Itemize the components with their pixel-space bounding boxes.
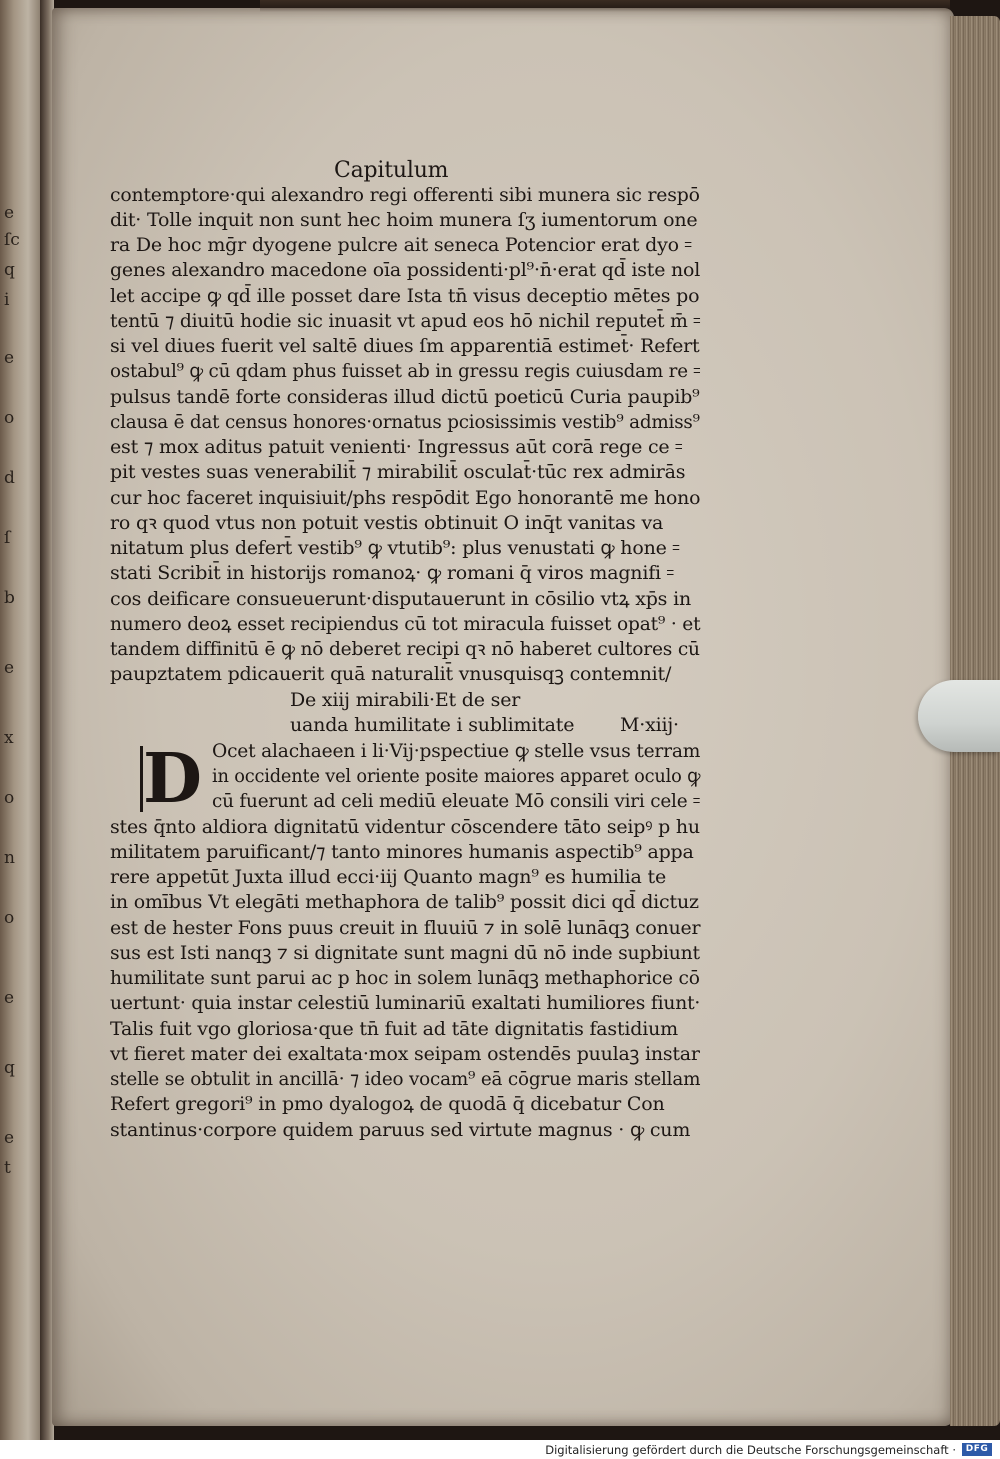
text-line: paupztatem pdicauerit quā naturalit̄ vnusquisqꝫ contemnit/ — [110, 663, 672, 685]
left-page-fragment: i — [4, 290, 10, 310]
text-line: est de hester Fons puus creuit in fluuiū ⁊ in solē lunāqꝫ conuer — [110, 917, 701, 939]
left-page-fragment: o — [4, 908, 15, 928]
text-line: in omībus Vt elegāti methaphora de talib⁹ possit dici qd̄ dictuz — [110, 891, 699, 913]
left-page-fragment: t — [4, 1158, 11, 1178]
text-line: nitatum plus defert̄ vestib⁹ ꝙ vtutib⁹: plus venustati ꝙ hone ꞊ — [110, 537, 680, 559]
left-page-fragment: q — [4, 1058, 15, 1078]
left-page-fragment: e — [4, 658, 15, 678]
left-page-fragment: e — [4, 348, 15, 368]
text-line: pit vestes suas venerabilit̄ ⁊ mirabilit̄ osculat̄·tūc rex admirās — [110, 461, 686, 483]
left-page-fragment: x — [4, 728, 14, 748]
left-page-fragment: n — [4, 848, 15, 868]
text-line: vt fieret mater dei exaltata·mox seipam ostendēs puulaꝫ instar — [110, 1043, 700, 1065]
text-line: tandem diffinitū ē ꝙ nō deberet recipi qꝛ nō haberet cultores cū — [110, 638, 700, 660]
text-line: stelle se obtulit in ancillā· ⁊ ideo vocam⁹ eā cōgrue maris stellam — [110, 1068, 701, 1090]
text-line: cos deificare consueuerunt·disputauerunt in cōsilio vtꝝ xp̄s in — [110, 588, 691, 610]
text-line: est ⁊ mox aditus patuit venienti· Ingressus aūt corā rege ce ꞊ — [110, 436, 683, 458]
left-page-fragment: e — [4, 988, 15, 1008]
text-line: pulsus tandē forte consideras illud dictū poeticū Curia paupib⁹ — [110, 386, 700, 408]
chapter-number: M·xiij· — [620, 714, 679, 736]
text-line: contemptore·qui alexandro regi offerenti sibi munera sic respō — [110, 184, 700, 206]
text-line: in occidente vel oriente posite maiores apparet oculo ꝙ — [212, 765, 701, 787]
text-line: clausa ē dat census honores·ornatus pciosissimis vestib⁹ admiss⁹ — [110, 411, 700, 433]
text-line: cū fuerunt ad celi mediū eleuate Mō consili viri cele ꞊ — [212, 790, 700, 812]
text-line: tentū ⁊ diuitū hodie sic inuasit vt apud eos hō nichil reputet̄ m̄ ꞊ — [110, 310, 701, 332]
running-head: Capitulum — [334, 158, 449, 183]
top-shadow — [260, 0, 950, 12]
text-line: Refert gregori⁹ in pmo dyalogoꝝ de quodā q̄ dicebatur Con — [110, 1093, 665, 1115]
text-line: numero deoꝝ esset recipiendus cū tot miracula fuisset opat⁹ · et — [110, 613, 701, 635]
text-line: rere appetūt Juxta illud ecci·iij Quanto magn⁹ es humilia te — [110, 866, 666, 888]
chapter-heading-line: De xiij mirabili·Et de ser — [290, 689, 521, 711]
text-line: uertunt· quia instar celestiū luminariū exaltati humiliores fiunt· — [110, 992, 701, 1014]
footer-bar — [0, 1440, 1000, 1459]
text-line: Ocet alachaeen i li·Vij·pspectiue ꝙ stelle vsus terram — [212, 740, 701, 762]
text-line: ro qꝛ quod vtus non potuit vestis obtinuit O inq̄t vanitas va — [110, 512, 664, 534]
left-page-fragment: ſ — [4, 528, 11, 548]
left-page-fragment: ſc — [4, 230, 20, 250]
footer-credit: Digitalisierung gefördert durch die Deutsche Forschungsgemeinschaft · — [545, 1443, 956, 1457]
left-page-fragment: e — [4, 1128, 15, 1148]
left-page-fragment: o — [4, 788, 15, 808]
text-line: stes q̄nto aldiora dignitatū videntur cōscendere tāto seipꝰ p hu — [110, 816, 700, 838]
text-line: dit· Tolle inquit non sunt hec hoim munera ſʒ iumentorum one — [110, 209, 698, 231]
text-line: ostabul⁹ ꝙ cū qdam phus fuisset ab in gressu regis cuiusdam re ꞊ — [110, 360, 700, 382]
text-line: sus est Isti nanqꝫ ⁊ si dignitate sunt magni dū nō inde supbiunt — [110, 942, 700, 964]
text-line: Talis fuit vgo gloriosa·que tn̄ fuit ad tāte dignitatis fastidium — [110, 1018, 678, 1040]
left-page-fragment: e — [4, 203, 15, 223]
left-page-edge — [0, 0, 40, 1440]
left-page-fragment: o — [4, 408, 15, 428]
left-page-fragment: b — [4, 588, 15, 608]
text-line: stati Scribit̄ in historijs romanoꝝ· ꝙ romani q̄ viros magnifi ꞊ — [110, 562, 674, 584]
text-line: ra De hoc mḡr dyogene pulcre ait seneca Potencior erat dyo ꞊ — [110, 234, 692, 256]
dfg-logo-icon: DFG — [962, 1443, 992, 1456]
text-line: stantinus·corpore quidem paruus sed virtute magnus · ꝙ cum — [110, 1119, 691, 1141]
chapter-heading-line: uanda humilitate i sublimitate — [290, 714, 575, 736]
left-page-fragment: q — [4, 260, 15, 280]
left-page-fragment: d — [4, 468, 15, 488]
text-line: let accipe ꝙ qd̄ ille posset dare Ista tn̄ visus deceptio mētes po — [110, 285, 700, 307]
text-line: cur hoc faceret inquisiuit/phs respōdit Ego honorantē me hono — [110, 487, 701, 509]
text-line: genes alexandro macedone oīa possidenti·pl⁹·n̄·erat qd̄ iste nol — [110, 259, 701, 281]
text-line: humilitate sunt parui ac p hoc in solem lunāqꝫ methaphorice cō — [110, 967, 700, 989]
bookmark-ribbon — [918, 680, 1000, 752]
decorated-initial: D — [140, 746, 202, 812]
text-line: militatem paruificant/⁊ tanto minores humanis aspectib⁹ appa — [110, 841, 694, 863]
text-line: si vel diues fuerit vel saltē diues ſm apparentiā estimet̄· Refert — [110, 335, 700, 357]
